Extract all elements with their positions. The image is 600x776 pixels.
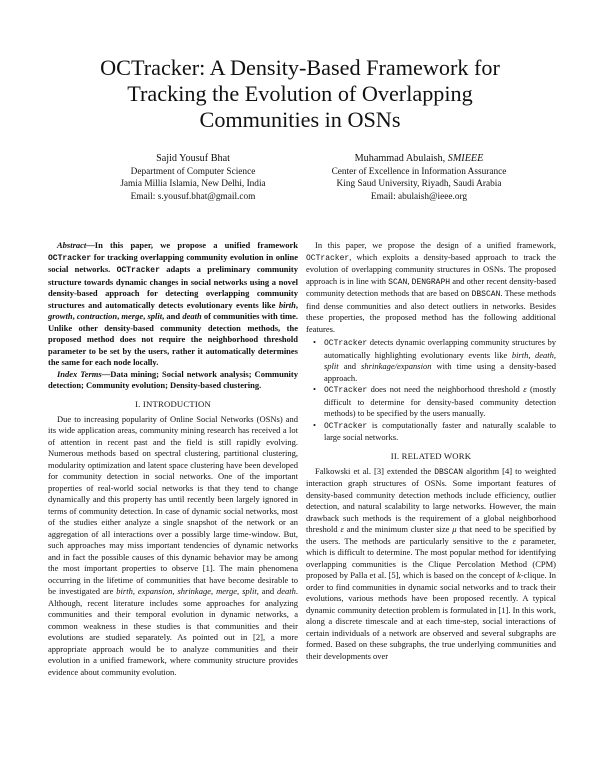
- abstract-text: adapts a preliminary community structure towards dynamic changes in social networks using a novel density-based approach for detecting overlapping community structures and automatically detects evolutionary events like: [48, 264, 298, 310]
- right-column: [306, 240, 556, 662]
- related-text: and the minimum cluster size: [343, 524, 453, 534]
- intro-text: Due to increasing popularity of Online Social Networks (OSNs) and its wide application areas, community mining research has received a lot of attention in recent past and the field is still rapidly evolving. Numerous methods based on spectral clustering, partitional clustering, modularity optimization and latent space clustering have been developed for community detection in social networks. One of the important properties of real-world social networks is that they tend to change dynamically and this property has until recently been largely ignored in terms of community detection. In case of dynamic social networks, most of the studies either analyze a single snapshot of the network or an aggregation of all interactions over a possibly large time-window. But, such approaches may miss important tendencies of dynamic networks and in fact the possible causes of this dynamic behavior may be among the most important properties to observe [1]. The main phenomena occurring in the lifetime of communities that have become desirable to be investigated are: [48, 413, 298, 596]
- index-terms-sep: —: [101, 368, 111, 379]
- title-line-3: Communities in OSNs: [199, 107, 401, 132]
- feature-text: does not need the neighborhood threshold: [367, 384, 524, 394]
- feature-text: ,: [528, 349, 535, 360]
- intro-text: and other recent density-based community detection methods that are based on: [306, 275, 556, 298]
- title-line-1: OCTracker: A Density-Based Framework for: [100, 55, 500, 80]
- intro-text: ,: [237, 586, 243, 596]
- author-name: [304, 152, 534, 165]
- author-grade: SMIEEE: [447, 153, 484, 164]
- related-text: Falkowski et al. [3] extended the: [315, 465, 435, 476]
- related-text: algorithm [4] to weighted interaction graph structures of OSNs. Some important features of density-based community detection methods include efficiency, outlier detection, and natural scalability to large networks. However, the main drawback such methods is the requirement of a global neighborhood threshold: [306, 465, 556, 534]
- feature-text: is computationally faster and naturally scalable to large social networks.: [324, 419, 556, 442]
- intro-code: DENGRAPH: [411, 277, 451, 287]
- introduction-paragraph: [48, 414, 298, 679]
- author-block-2: [304, 152, 534, 203]
- feature-code: OCTracker: [324, 386, 368, 395]
- intro-text: . Although, recent literature includes some approaches for analyzing communities and their temporal evolution in dynamic networks, a common weakness in these studies is that communities and their evolutions are studied separately. As pointed out in [2], a more appropriate approach would be to analyze communities and their evolution in a unified framework, where community structure provides evidence about community evolution.: [48, 586, 299, 677]
- abstract: [48, 240, 298, 369]
- intro-code: OCTracker: [306, 253, 350, 263]
- abstract-text: ,: [143, 311, 148, 321]
- abstract-emph: split: [147, 311, 163, 321]
- related-text: -clique. In order to find communities in dynamic social networks and to track their evolutions, various methods have been proposed recently. A typical dynamic community detection problem is formulated in [1]. In this work, along a discrete timescale and at each time-step, social interactions of certain individuals of a network are observed and several subgraphs are formed. Based on these subgraphs, the true underlying communities and their developments over: [306, 570, 556, 661]
- abstract-emph: contraction: [76, 311, 118, 321]
- paper-title: [40, 55, 560, 133]
- related-work-paragraph: [306, 466, 556, 663]
- related-text: that need to be specified by the users. The methods are particularly sensitive to the: [306, 524, 557, 546]
- abstract-text: ,: [295, 299, 298, 310]
- author-name: Sajid Yousuf Bhat: [156, 153, 230, 164]
- abstract-emph: birth: [278, 299, 296, 310]
- feature-code: OCTracker: [324, 421, 368, 431]
- author-block-1: [78, 152, 308, 203]
- intro-emph: death: [277, 586, 296, 596]
- author-institution: King Saud University, Riyadh, Saudi Arabia: [336, 179, 502, 190]
- index-terms-lead: Index Terms: [57, 368, 102, 379]
- intro-emph: split: [242, 586, 257, 596]
- related-symbol: μ: [452, 524, 457, 534]
- feature-text: ,: [553, 349, 556, 360]
- abstract-text: for tracking overlapping community evolution in online social networks.: [48, 251, 298, 274]
- related-code: DBSCAN: [434, 467, 463, 477]
- feature-text: detects dynamic overlapping community structures by automatically highlighting evolutionary events like: [324, 337, 556, 360]
- intro-emph: shrinkage: [177, 586, 211, 596]
- intro-continued-paragraph: [306, 240, 556, 335]
- section-heading-introduction: I. INTRODUCTION: [135, 398, 211, 409]
- feature-list: [306, 337, 556, 444]
- related-symbol: ε: [340, 524, 344, 534]
- feature-text: with time using a density-based approach.: [324, 361, 556, 383]
- author-email[interactable]: Email: s.yousuf.bhat@gmail.com: [130, 191, 256, 202]
- abstract-text: of communities with time. Unlike other density-based community detection methods, the proposed method does not require the neighborhood threshold parameter to be set by the users, rather it automatically determines the same for each node locally.: [48, 311, 299, 367]
- index-terms-text: Data mining; Social network analysis; Community detection; Community evolution; Density-based clustering.: [48, 368, 298, 390]
- author-institution: Jamia Millia Islamia, New Delhi, India: [120, 179, 266, 190]
- abstract-lead: Abstract: [57, 240, 87, 250]
- author-department: Department of Computer Science: [130, 167, 256, 177]
- abstract-code: OCTracker: [116, 266, 160, 275]
- intro-code: DBSCAN: [471, 290, 501, 299]
- intro-emph: expansion: [137, 586, 173, 596]
- feature-emph: split: [324, 361, 339, 371]
- feature-emph: shrinkage/expansion: [361, 361, 432, 371]
- intro-text: , and: [256, 586, 278, 596]
- author-email[interactable]: Email: abulaish@ieee.org: [370, 191, 468, 202]
- intro-text: . These methods find dense communities and also detect outliers in networks. Besides these properties, the proposed method has the following additional features.: [306, 288, 556, 334]
- feature-emph: birth: [511, 349, 529, 360]
- abstract-sep: —: [86, 240, 95, 250]
- bullet-icon: •: [313, 419, 316, 430]
- abstract-emph: death: [182, 311, 202, 321]
- title-line-2: Tracking the Evolution of Overlapping: [127, 81, 473, 106]
- related-symbol: ε: [512, 535, 516, 546]
- intro-text: ,: [132, 586, 138, 596]
- feature-code: OCTracker: [324, 339, 368, 348]
- intro-code: SCAN: [388, 277, 408, 287]
- feature-symbol: ε: [523, 384, 527, 394]
- related-symbol: k: [517, 570, 521, 580]
- feature-emph: death: [534, 349, 554, 360]
- intro-emph: birth: [116, 586, 133, 596]
- intro-text: ,: [407, 275, 412, 286]
- author-name-text: Muhammad Abulaish,: [354, 153, 448, 164]
- list-item: [313, 384, 556, 420]
- intro-text: , which exploits a density-based approach to track the evolution of overlapping community structures in OSNs. The proposed approach is in line with: [306, 251, 556, 286]
- abstract-text: ,: [72, 311, 77, 321]
- intro-text: ,: [210, 586, 217, 596]
- abstract-text: , and: [162, 311, 183, 321]
- abstract-text: In this paper, we propose a unified framework: [94, 240, 298, 250]
- author-department: Center of Excellence in Information Assurance: [331, 167, 507, 177]
- section-heading-related-work: II. RELATED WORK: [390, 450, 472, 461]
- feature-text: and: [338, 361, 362, 371]
- list-item: [313, 419, 556, 444]
- feature-text: (mostly difficult to determine for density-based community detection methods) to be specified by the users manually.: [324, 384, 556, 418]
- abstract-emph: growth: [48, 311, 73, 321]
- bullet-icon: •: [313, 384, 316, 394]
- index-terms: [48, 369, 298, 392]
- related-text: parameter, which is difficult to determine. The most popular method for identifying overlapping communities is the Clique Percolation Method (CPM) proposed by Palla et al. [5], which is based on the concept of: [306, 535, 557, 580]
- list-item: [313, 337, 556, 384]
- abstract-text: ,: [117, 311, 122, 321]
- abstract-emph: merge: [121, 311, 144, 321]
- abstract-code: OCTracker: [48, 253, 92, 263]
- intro-text: ,: [172, 586, 178, 596]
- left-column: [48, 240, 298, 678]
- bullet-icon: •: [313, 337, 316, 347]
- intro-text: In this paper, we propose the design of a unified framework,: [315, 240, 556, 250]
- intro-emph: merge: [216, 586, 237, 596]
